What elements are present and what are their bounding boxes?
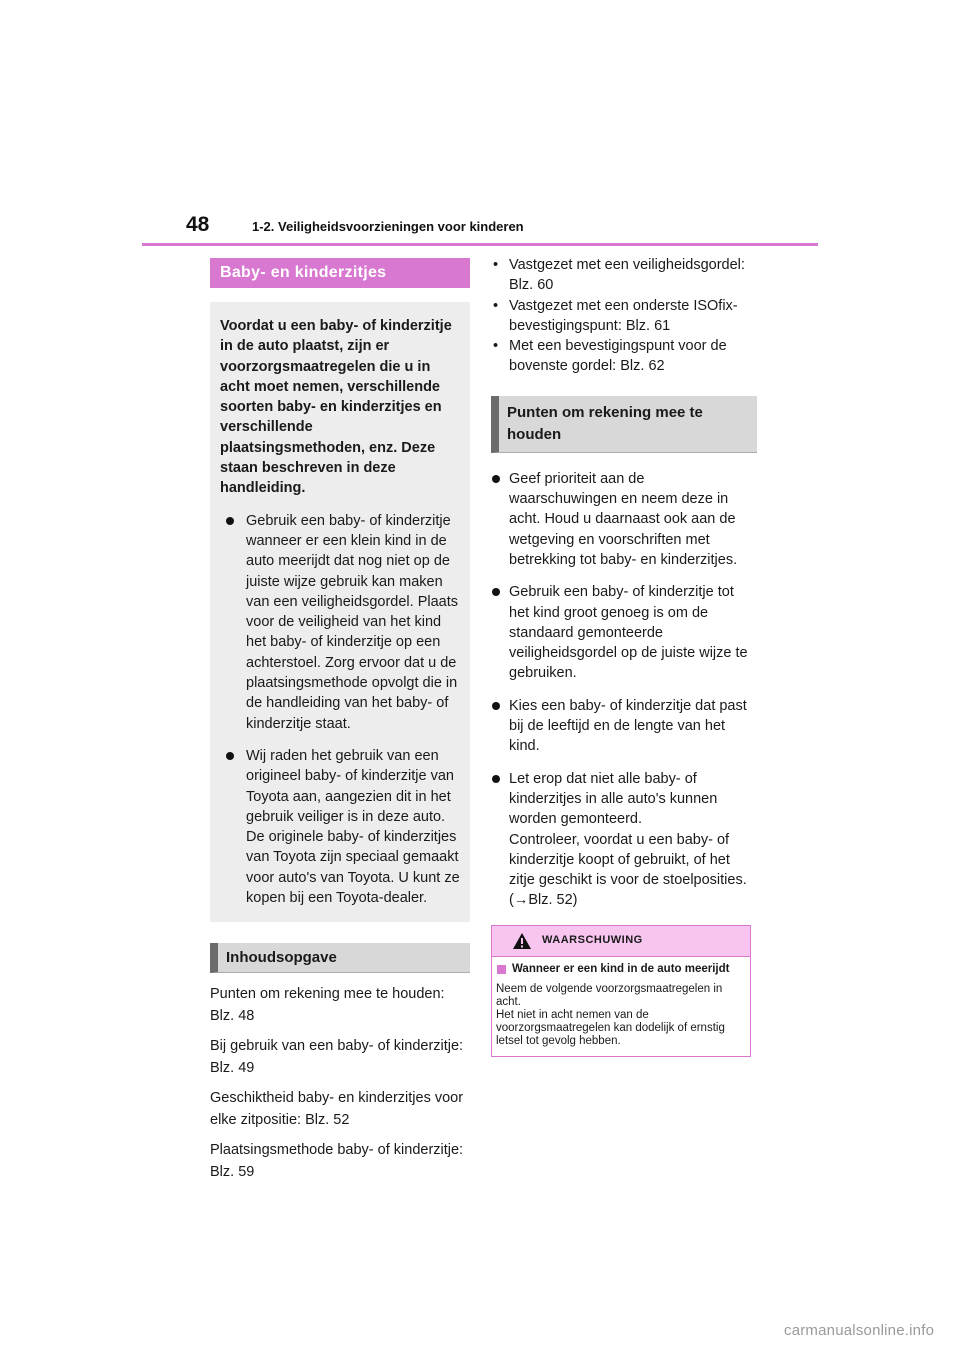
- bullet-icon: [492, 702, 500, 710]
- header-divider: [142, 243, 818, 246]
- inhoudsopgave-heading: Inhoudsopgave: [210, 943, 470, 973]
- section-title: 1-2. Veiligheidsvoorzieningen voor kinderen: [252, 219, 524, 234]
- bullet-icon: [492, 588, 500, 596]
- dash-bullet: •: [493, 297, 499, 314]
- list-item: [491, 255, 751, 296]
- baby-kinderzitjes-heading: Baby- en kinderzitjes: [210, 258, 470, 288]
- right-bullet-list: [491, 469, 751, 911]
- bullet-icon: [226, 517, 234, 525]
- list-item-text: Vastgezet met een veiligheidsgordel: Blz. 60: [509, 257, 745, 294]
- table-of-contents: [210, 983, 470, 1183]
- page-number: 48: [186, 213, 210, 236]
- toc-entry[interactable]: Punten om rekening mee te houden: Blz. 48: [210, 986, 445, 1025]
- intro-text: Voordat u een baby- of kinderzitje in de auto plaatst, zijn er voorzorgsmaatregelen die u in acht moet nemen, verschillende soorten baby- en kinderzitjes en verschillende plaatsingsmethoden, enz. Deze staan beschreven in deze handleiding.: [220, 318, 452, 497]
- list-item: [491, 696, 751, 757]
- list-item: [491, 296, 751, 337]
- warning-box: [491, 925, 751, 1057]
- intro-box: [210, 302, 470, 922]
- bullet-icon: [492, 475, 500, 483]
- list-item: [220, 746, 460, 908]
- list-item: [491, 769, 751, 911]
- warning-body: [492, 957, 750, 1056]
- bullet-text: Gebruik een baby- of kinderzitje tot het kind groot genoeg is om de standaard gemonteerde veiligheidsgordel op de juiste wijze te gebruiken.: [509, 584, 748, 682]
- bullet-icon: [226, 752, 234, 760]
- list-item-text: Vastgezet met een onderste ISOfix-bevestigingspunt: Blz. 61: [509, 297, 738, 334]
- warning-subheading-text: Wanneer er een kind in de auto meerijdt: [512, 962, 730, 975]
- watermark: carmanualsonline.info: [784, 1322, 935, 1339]
- right-column: [491, 255, 751, 1057]
- warning-text: [496, 983, 746, 1048]
- bullet-text: Wij raden het gebruik van een origineel baby- of kinderzitje van Toyota aan, aangezien dit in het gebruik veiliger is in deze auto. De originele baby- of kinderzitjes van Toyota zijn speciaal gemaakt voor auto's van Toyota. U kunt ze kopen bij een Toyota-dealer.: [246, 747, 460, 907]
- list-item: [491, 582, 751, 683]
- warning-triangle-icon: [512, 932, 532, 950]
- bullet-text: Let erop dat niet alle baby- of kinderzitjes in alle auto's kunnen worden gemonteerd.: [509, 770, 718, 828]
- bullet-text: Kies een baby- of kinderzitje dat past bij de leeftijd en de lengte van het kind.: [509, 697, 747, 755]
- warning-subheading: [496, 963, 746, 976]
- list-item: [220, 511, 460, 734]
- toc-entry[interactable]: Bij gebruik van een baby- of kinderzitje: Blz. 49: [210, 1038, 464, 1077]
- warning-header: [492, 926, 750, 957]
- bullet-text: Geef prioriteit aan de waarschuwingen en neem deze in acht. Houd u daarnaast ook aan de wetgeving en voorschriften met betrekking tot baby- en kinderzitjes.: [509, 470, 738, 568]
- dash-bullet: •: [493, 257, 499, 273]
- list-item: [491, 336, 751, 377]
- list-item-text: Met een bevestigingspunt voor de bovenste gordel: Blz. 62: [509, 338, 727, 375]
- warning-text-2: Het niet in acht nemen van de voorzorgsmaatregelen kan dodelijk of ernstig letsel tot gevolg hebben.: [496, 1008, 725, 1047]
- bullet-text: Gebruik een baby- of kinderzitje wanneer er een klein kind in de auto meerijdt dat nog niet op de juiste wijze gebruik kan maken van een veiligheidsgordel. Plaats voor de veiligheid van het kind het baby- of kinderzitje op een achterstoel. Zorg ervoor dat u de plaatsingsmethode opvolgt die in de handleiding van het baby- of kinderzitje staat.: [246, 512, 458, 732]
- punten-heading: Punten om rekening mee te houden: [491, 396, 757, 453]
- toc-entry[interactable]: Plaatsingsmethode baby- of kinderzitje: Blz. 59: [210, 1142, 464, 1181]
- warning-text-1: Neem de volgende voorzorgsmaatregelen in acht.: [496, 982, 723, 1008]
- left-column: [210, 258, 470, 1184]
- square-bullet-icon: [497, 965, 506, 974]
- bullet-text-continued: Controleer, voordat u een baby- of kinderzitje koopt of gebruikt, of het zitje geschikt is voor de stoelposities. (→Blz. 52): [509, 831, 747, 909]
- warning-title: WAARSCHUWING: [542, 933, 643, 946]
- bullet-icon: [492, 775, 500, 783]
- toc-entry[interactable]: Geschiktheid baby- en kinderzitjes voor elke zitpositie: Blz. 52: [210, 1090, 464, 1129]
- dash-bullet: •: [493, 338, 499, 355]
- list-item: [491, 469, 751, 570]
- installation-method-list: [491, 255, 751, 377]
